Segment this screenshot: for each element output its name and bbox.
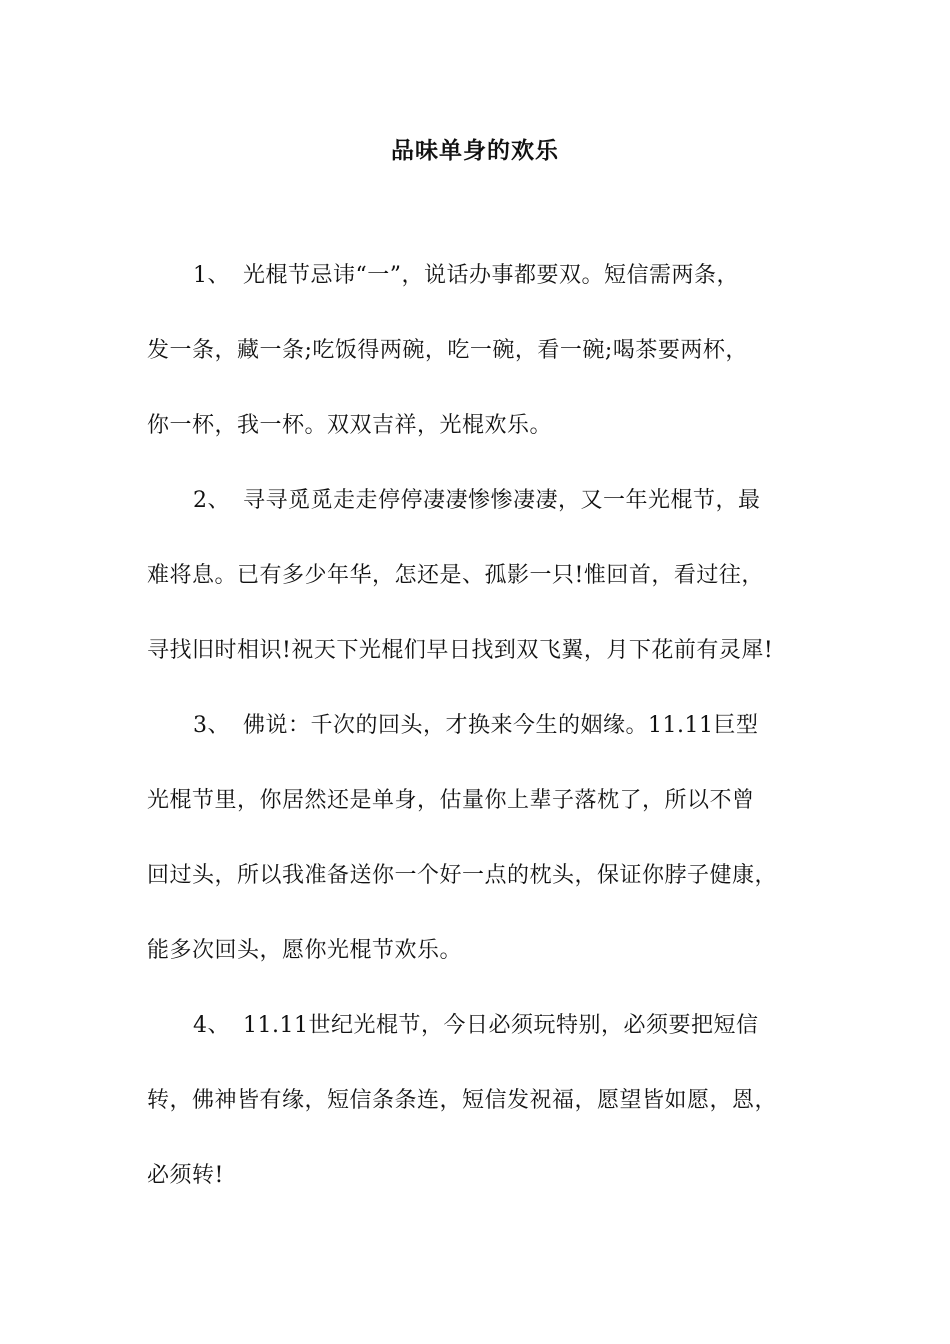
paragraph-number: 2、 [193,488,230,513]
paragraph-text: 佛说：千次的回头，才换来今生的姻缘。11.11巨型 [243,713,759,738]
paragraph-line: 光棍节里，你居然还是单身，估量你上辈子落枕了，所以不曾 [147,788,755,813]
paragraph-2-first-line [193,483,873,519]
document-title: 品味单身的欢乐 [391,137,559,164]
paragraph-1-first-line [193,258,873,294]
paragraph-text: 11.11世纪光棍节，今日必须玩特别，必须要把短信 [243,1013,759,1038]
paragraph-line: 你一杯，我一杯。双双吉祥，光棍欢乐。 [147,413,553,438]
paragraph-number: 3、 [193,713,230,738]
paragraph-line: 必须转! [147,1163,224,1188]
paragraph-4-first-line [193,1008,873,1044]
paragraph-3-first-line [193,708,873,744]
paragraph-line: 回过头，所以我准备送你一个好一点的枕头，保证你脖子健康， [147,863,778,888]
paragraph-line: 发一条，藏一条;吃饭得两碗，吃一碗，看一碗;喝茶要两杯， [147,338,748,363]
paragraph-number: 4、 [193,1013,230,1038]
paragraph-line: 能多次回头，愿你光棍节欢乐。 [147,938,463,963]
paragraph-number: 1、 [193,263,230,288]
paragraph-text: 光棍节忌讳“一”，说话办事都要双。短信需两条， [243,263,739,288]
paragraph-line: 转，佛神皆有缘，短信条条连，短信发祝福，愿望皆如愿，恩， [147,1088,778,1113]
paragraph-line: 寻找旧时相识!祝天下光棍们早日找到双飞翼，月下花前有灵犀! [147,638,774,663]
paragraph-text: 寻寻觅觅走走停停凄凄惨惨凄凄，又一年光棍节，最 [243,488,761,513]
paragraph-line: 难将息。已有多少年华，怎还是、孤影一只!惟回首，看过往， [147,563,764,588]
